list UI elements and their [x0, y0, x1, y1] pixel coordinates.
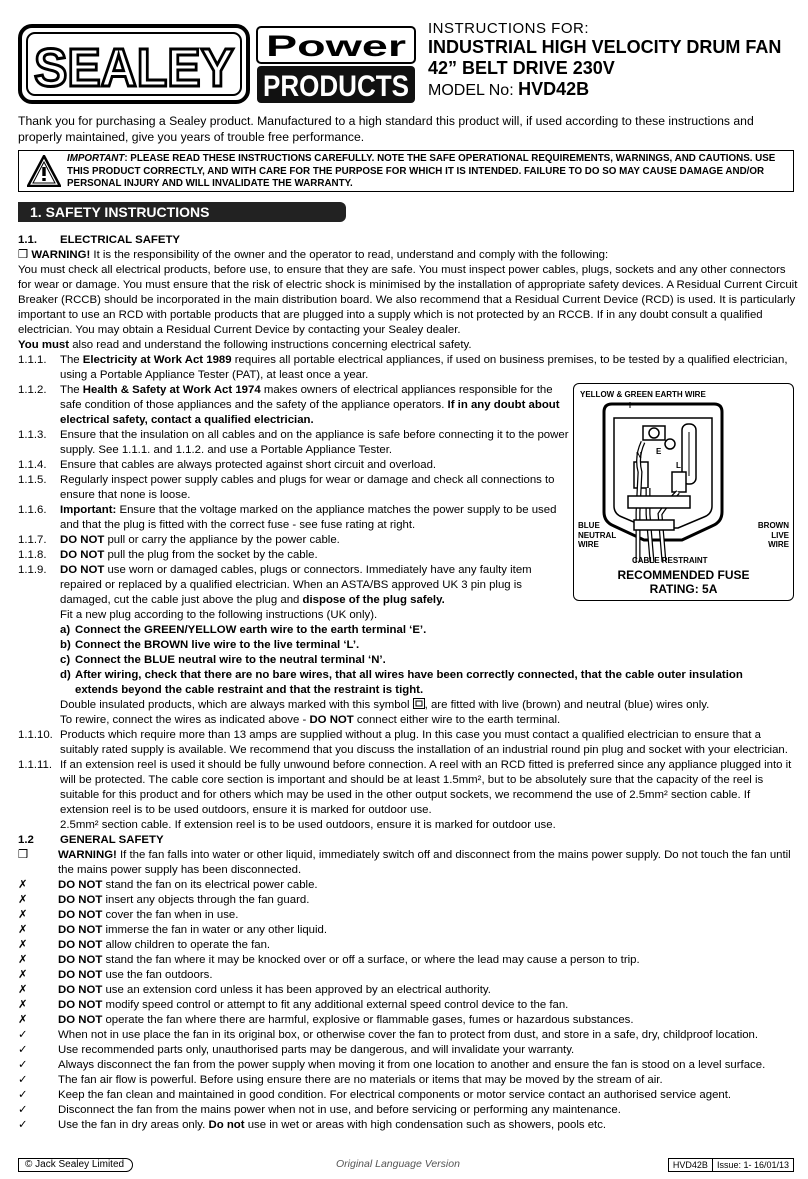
sealey-logo — [18, 24, 250, 104]
item-1-1-11-repeat: 2.5mm² section cable. If extension reel is to be used outdoors, ensure it is marked for outdoor use. — [60, 819, 556, 831]
subsection-general: 1.2 GENERAL SAFETY — [18, 834, 164, 846]
cross-icon: ✗ — [18, 999, 28, 1011]
terminal-e: E — [656, 447, 662, 456]
item-1-1-2: 1.1.2. The Health & Safety at Work Act 1974 makes owners of electrical appliances responsible for the safe condition of those appliances and the safety of the appliance operators. If in any doubt about electrical safety, contact a qualified electrician. — [18, 384, 560, 426]
list-item: ✗ DO NOT insert any objects through the fan guard. — [18, 894, 310, 906]
cross-icon: ✗ — [18, 909, 28, 921]
cross-icon: ✗ — [18, 879, 28, 891]
recommended-fuse: RECOMMENDED FUSE RATING: 5A — [617, 568, 750, 596]
list-item: ✓ Keep the fan clean and maintained in good condition. For electrical components or motor service contact an authorised service agent. — [18, 1089, 732, 1101]
model-line — [428, 79, 798, 100]
tick-icon: ✓ — [18, 1044, 28, 1056]
list-item: ✓ Use the fan in dry areas only. Do not use in wet or areas with high condensation such as showers, pools etc. — [18, 1119, 607, 1131]
instructions-for: INSTRUCTIONS FOR: — [428, 20, 589, 37]
cross-icon: ✗ — [18, 954, 28, 966]
model-number: HVD42B — [518, 79, 590, 99]
tick-icon: ✓ — [18, 1089, 28, 1101]
narrow-block — [18, 383, 798, 623]
tick-icon: ✓ — [18, 1104, 28, 1116]
item-1-1-11: 1.1.11. If an extension reel is used it should be fully unwound before connection. A reel with an RCD fitted is preferred since any appliance plugged into it will be protected. The cable core section is important and should be at least 1.5mm², but to be absolutely sure that the capacity of the reel is suitable for this product and for others which may be used in the other output sockets, we recommend the use of 2.5mm² section cable. If extension reel is to be used outdoors, ensure it is marked for outdoor use. — [18, 759, 792, 816]
list-item: ✓ The fan air flow is powerful. Before using ensure there are no materials or items that may be moved by the stream of air. — [18, 1074, 663, 1086]
important-label: IMPORTANT — [67, 153, 125, 164]
list-item: ✗ DO NOT cover the fan when in use. — [18, 909, 239, 921]
list-item: ✗ DO NOT operate the fan where there are harmful, explosive or flammable gases, fumes or hazardous substances. — [18, 1014, 634, 1026]
list-item: ✓ Use recommended parts only, unauthorised parts may be dangerous, and will invalidate your warranty. — [18, 1044, 575, 1056]
list-item: ✗ DO NOT stand the fan on its electrical power cable. — [18, 879, 318, 891]
cross-icon: ✗ — [18, 1014, 28, 1026]
item-1-1-10: 1.1.10. Products which require more than 13 amps are supplied without a plug. In this case you must contact a qualified electrician to ensure that a suitably rated supply is available. We recommend that you discuss the installation of an industrial round pin plug and socket with your electrician. — [18, 729, 788, 756]
electrical-para-2: You must also read and understand the following instructions concerning electrical safety. — [18, 339, 472, 351]
terminal-n: N — [636, 451, 642, 460]
terminal-l: L — [676, 461, 681, 470]
power-products-logo — [256, 26, 416, 104]
electrical-para: You must check all electrical products, before use, to ensure that they are safe. You must inspect power cables, plugs, sockets and any other connectors for wear or damage. You must ensure that the risk of electric shock is minimised by the installation of appropriate safety devices. A Residual Current Circuit Breaker (RCCB) should be incorporated in the main distribution board. We also recommend that a Residual Current Device (RCD) is used. It is particularly important to use an RCD with portable products that are plugged into a supply which is not protected by an RCCB. If in any doubt consult a qualified electrician. You may obtain a Residual Current Device by contacting your Sealey dealer. — [18, 264, 798, 336]
item-1-1-8: 1.1.8. DO NOT pull the plug from the socket by the cable. — [18, 549, 318, 561]
list-item: ✗ DO NOT modify speed control or attempt to fit any additional external speed control device to the fan. — [18, 999, 569, 1011]
tick-icon: ✓ — [18, 1074, 28, 1086]
tick-icon: ✓ — [18, 1119, 28, 1131]
footer-issue: Issue: 1- 16/01/13 — [712, 1159, 793, 1171]
document-header — [428, 20, 798, 100]
do-list — [18, 1028, 798, 1133]
power-text: Power — [266, 30, 407, 63]
wire-step-c: c) Connect the BLUE neutral wire to the neutral terminal ‘N’. — [60, 654, 386, 666]
important-notice — [18, 150, 794, 192]
list-item: ✗ DO NOT immerse the fan in water or any other liquid. — [18, 924, 328, 936]
list-item: ✗ DO NOT use an extension cord unless it has been approved by an electrical authority. — [18, 984, 491, 996]
subsection-electrical: 1.1. ELECTRICAL SAFETY — [18, 234, 181, 246]
language-version: Original Language Version — [336, 1158, 460, 1170]
checkbox-icon: ❒ — [18, 249, 29, 261]
product-title: INDUSTRIAL HIGH VELOCITY DRUM FAN — [428, 37, 782, 57]
footer-code: HVD42B — [672, 1160, 708, 1170]
earth-wire-label: YELLOW & GREEN EARTH WIRE — [580, 390, 706, 399]
list-item: ✗ DO NOT allow children to operate the fan. — [18, 939, 271, 951]
model-label: MODEL No: — [428, 82, 514, 99]
blue-wire-label: BLUE NEUTRAL WIRE — [578, 521, 617, 549]
fit-new-plug: Fit a new plug according to the following instructions (UK only). — [60, 609, 378, 621]
safety-body — [18, 233, 798, 1133]
section-title-safety: 1. SAFETY INSTRUCTIONS — [18, 202, 346, 222]
list-item: ✓ When not in use place the fan in its original box, or otherwise cover the fan to protect from dust, and store in a safe, dry, childproof location. — [18, 1029, 759, 1041]
brown-wire-label: BROWN LIVE WIRE — [757, 521, 789, 549]
item-1-1-6: 1.1.6. Important: Ensure that the voltage marked on the appliance matches the power supply to be used and that the plug is fitted with the correct fuse - see fuse rating at right. — [18, 504, 557, 531]
item-1-1-3: 1.1.3. Ensure that the insulation on all cables and on the appliance is safe before connecting it to the power supply. See 1.1.1. and 1.1.2. and use a Portable Appliance Tester. — [18, 429, 569, 456]
wire-step-a: a) Connect the GREEN/YELLOW earth wire to the earth terminal ‘E’. — [60, 624, 427, 636]
list-item: ✗ DO NOT use the fan outdoors. — [18, 969, 213, 981]
brand-text: SEALEY — [34, 38, 234, 98]
page-footer — [18, 1158, 794, 1172]
double-insulated-icon — [413, 698, 425, 709]
cable-restraint-label: CABLE RESTRAINT — [632, 556, 708, 565]
electrical-warning: ❒ WARNING! It is the responsibility of the owner and the operator to read, understand and comply with the following: — [18, 249, 609, 261]
copyright: © Jack Sealey Limited — [18, 1158, 133, 1172]
do-not-list — [18, 878, 798, 1028]
checkbox-icon: ❒ — [18, 849, 29, 861]
tick-icon: ✓ — [18, 1059, 28, 1071]
cross-icon: ✗ — [18, 939, 28, 951]
cross-icon: ✗ — [18, 894, 28, 906]
item-1-1-1: 1.1.1. The Electricity at Work Act 1989 requires all portable electrical appliances, if used on business premises, to be tested by a qualified electrician, using a Portable Appliance Tester (PAT), at least once a year. — [18, 354, 788, 381]
general-warning: ❒ WARNING! If the fan falls into water or other liquid, immediately switch off and disconnect from the mains power supply. Do not touch the fan until the mains power supply has been disconnected. — [18, 849, 791, 876]
intro-paragraph: Thank you for purchasing a Sealey product. Manufactured to a high standard this product will, if used according to these instructions and properly maintained, give you years of trouble free performance. — [18, 114, 754, 144]
important-body: : PLEASE READ THESE INSTRUCTIONS CAREFULLY. NOTE THE SAFE OPERATIONAL REQUIREMENTS, WARNINGS, AND CAUTIONS. USE THIS PRODUCT CORRECTLY, AND WITH CARE FOR THE PURPOSE FOR WHICH IT IS INTENDED. FAILURE TO DO SO MAY CAUSE DAMAGE AND/OR PERSONAL INJURY AND WILL INVALIDATE THE WARRANTY. — [67, 153, 776, 189]
issue-box — [668, 1158, 794, 1172]
item-1-1-7: 1.1.7. DO NOT pull or carry the appliance by the power cable. — [18, 534, 340, 546]
cross-icon: ✗ — [18, 984, 28, 996]
item-1-1-9: 1.1.9. DO NOT use worn or damaged cables, plugs or connectors. Immediately have any faulty item repaired or replaced by a qualified electrician. When an ASTA/BS approved UK 3 pin plug is damaged, cut the cable just above the plug and dispose of the plug safely. — [18, 564, 532, 606]
wire-step-b: b) Connect the BROWN live wire to the live terminal ‘L’. — [60, 639, 360, 651]
list-item: ✓ Always disconnect the fan from the power supply when moving it from one location to another and ensure the fan is stood on a level surface. — [18, 1059, 766, 1071]
important-text — [67, 153, 787, 191]
item-1-1-5: 1.1.5. Regularly inspect power supply cables and plugs for wear or damage and check all connections to ensure that none is loose. — [18, 474, 555, 501]
wire-step-d: d) After wiring, check that there are no bare wires, that all wires have been correctly connected, that the cable outer insulation extends beyond the cable restraint and that the restraint is tight. — [60, 669, 743, 696]
list-item: ✓ Disconnect the fan from the mains power when not in use, and before servicing or performing any maintenance. — [18, 1104, 621, 1116]
list-item: ✗ DO NOT stand the fan where it may be knocked over or off a surface, or where the lead may cause a person to trip. — [18, 954, 640, 966]
cross-icon: ✗ — [18, 969, 28, 981]
tick-icon: ✓ — [18, 1029, 28, 1041]
product-subtitle: 42” BELT DRIVE 230V — [428, 58, 615, 78]
rewire-note: To rewire, connect the wires as indicated above - DO NOT connect either wire to the earth terminal. — [60, 714, 561, 726]
item-1-1-4: 1.1.4. Ensure that cables are always protected against short circuit and overload. — [18, 459, 437, 471]
products-text: PRODUCTS — [263, 70, 409, 103]
double-insulated: Double insulated products, which are always marked with this symbol , are fitted with live (brown) and neutral (blue) wires only. — [60, 699, 710, 711]
cross-icon: ✗ — [18, 924, 28, 936]
warning-triangle-icon — [27, 155, 61, 187]
